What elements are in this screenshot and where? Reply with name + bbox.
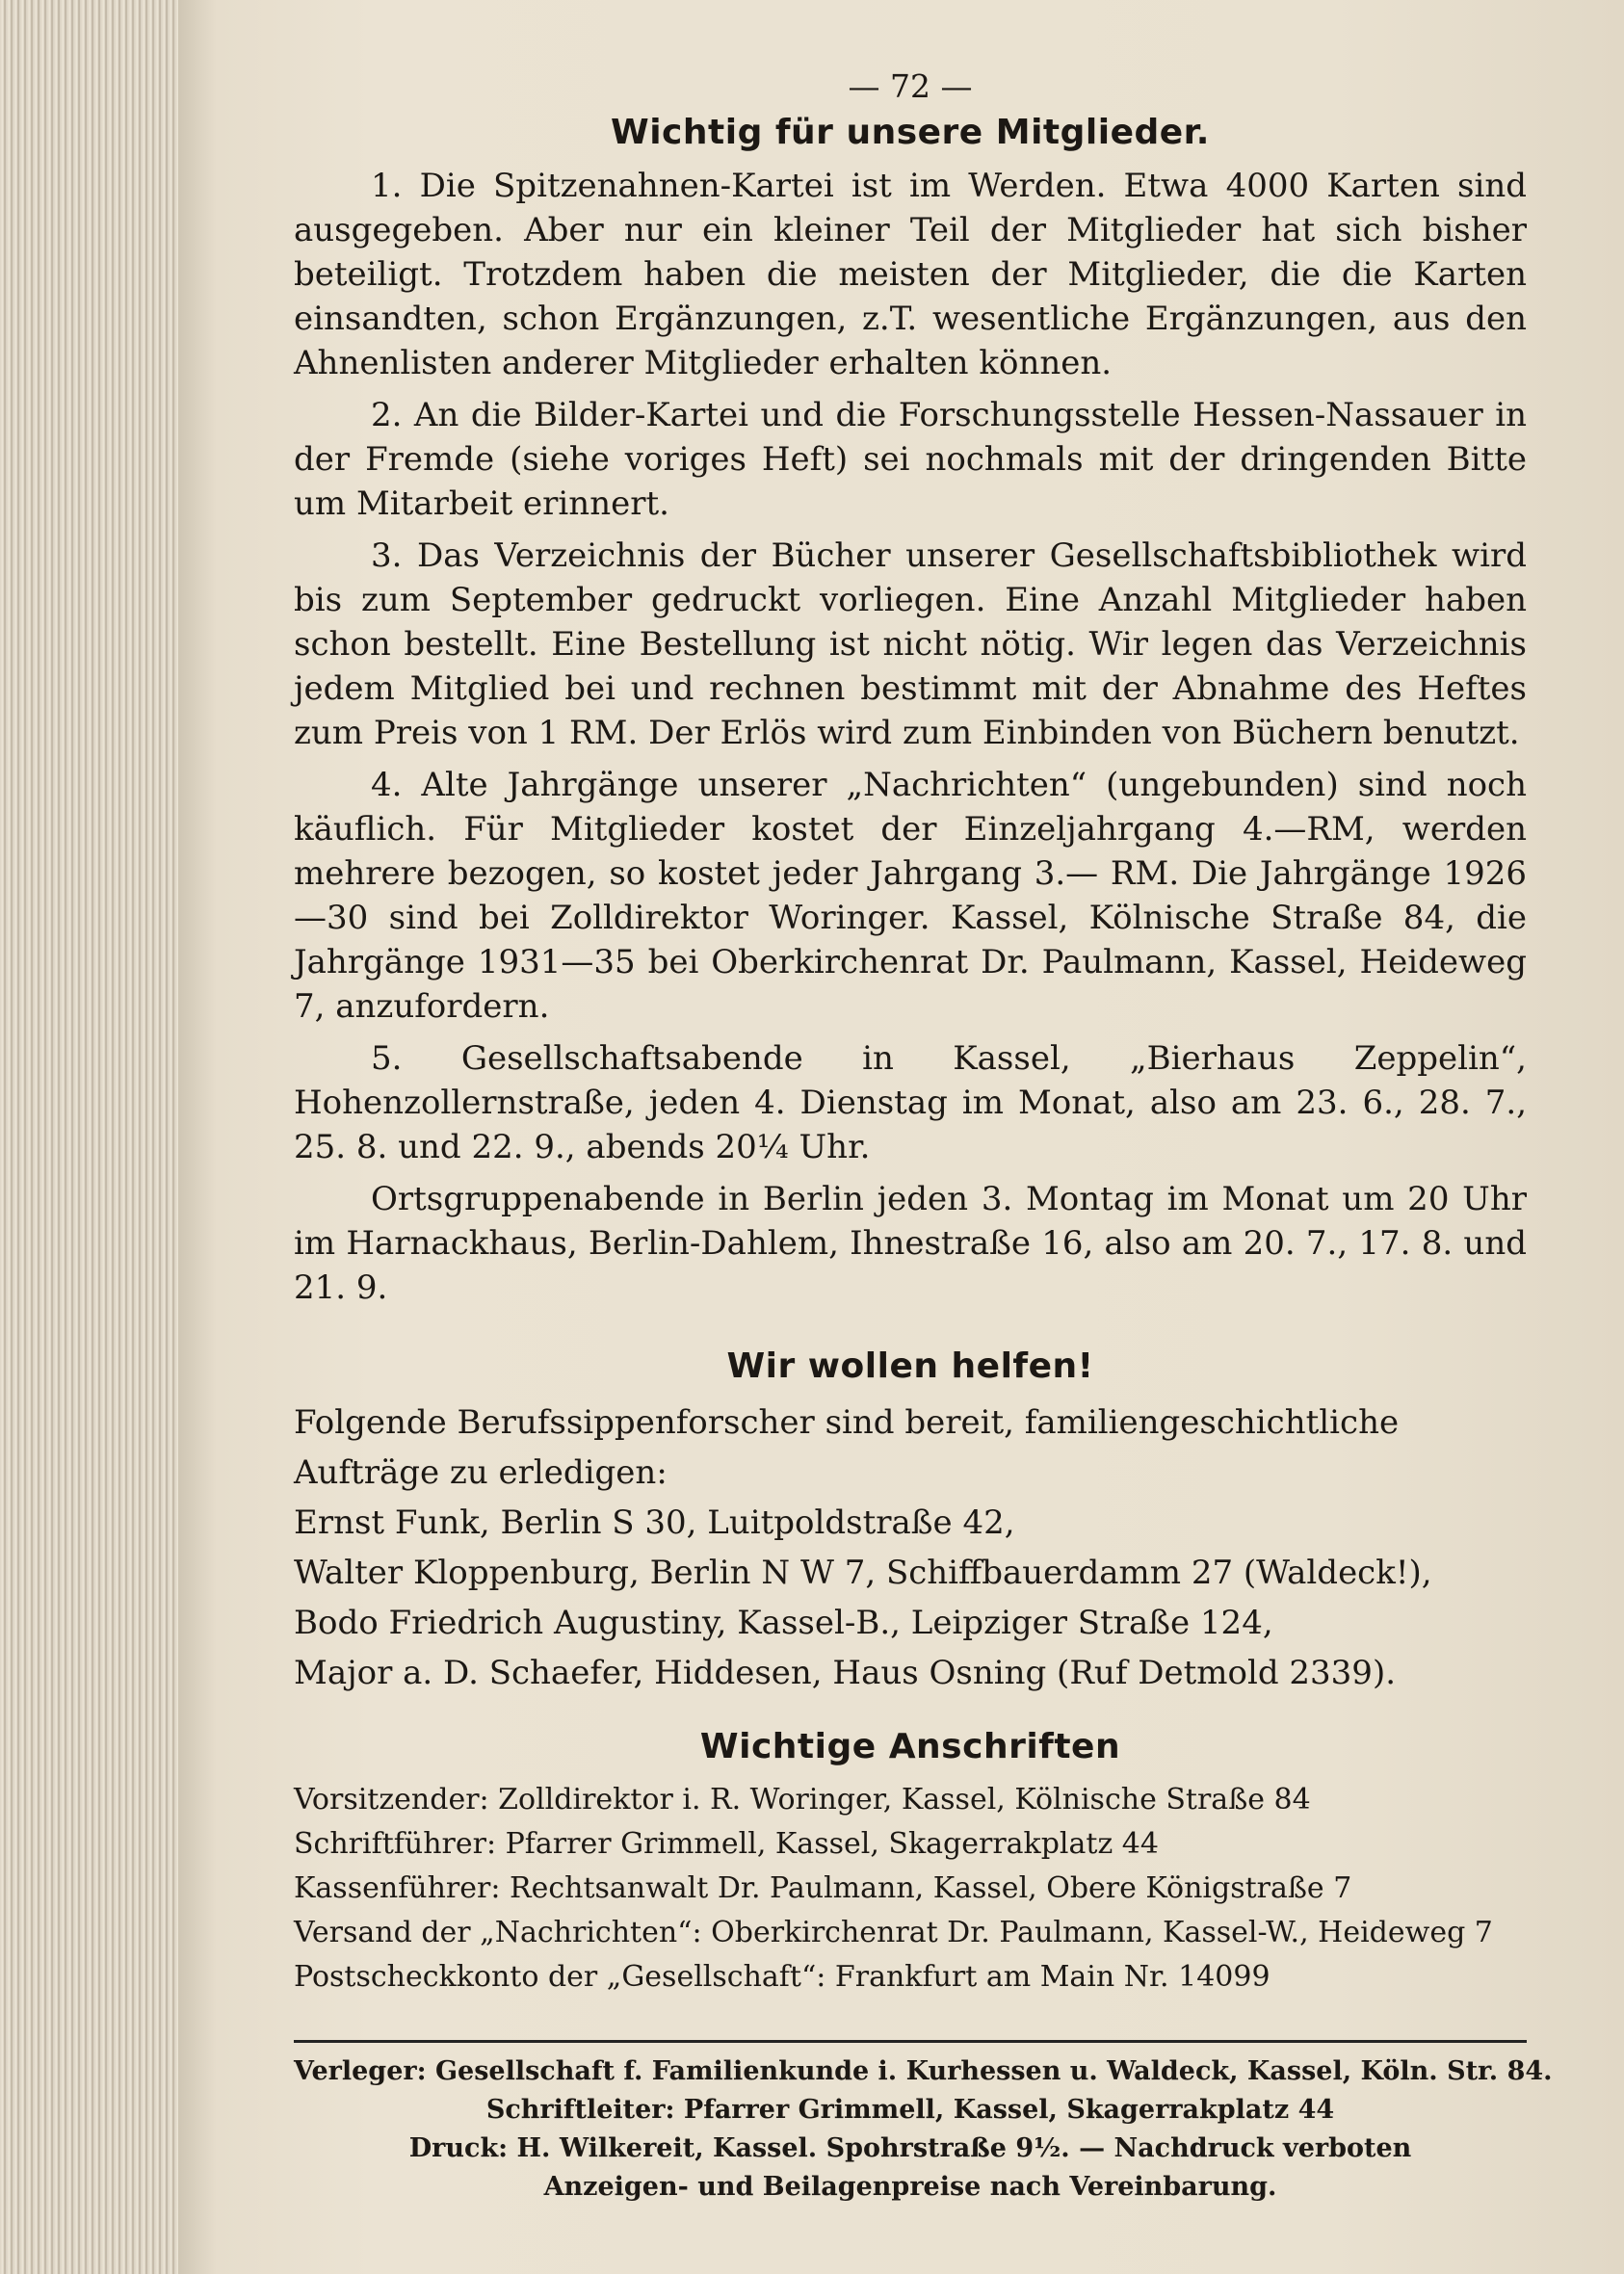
page-number: — 72 — — [848, 67, 973, 105]
footer-publisher: Verleger: Gesellschaft f. Familienkunde i. Kurhessen u. Waldeck, Kassel, Köln. Str. 84. — [294, 2056, 1553, 2086]
researcher-item: Walter Kloppenburg, Berlin N W 7, Schiffbauerdamm 27 (Waldeck!), — [294, 1554, 1432, 1592]
footer-printer: Druck: H. Wilkereit, Kassel. Spohrstraße 9½. — Nachdruck verboten — [408, 2133, 1412, 2163]
paragraph-1: 1. Die Spitzenahnen-Kartei ist im Werden. Etwa 4000 Karten sind ausgegeben. Aber nur ein kleiner Teil der Mitglieder hat sich bisher beteiligt. Trotzdem haben die meisten der Mitglieder, die die Karten einsandten, schon Ergänzungen, z.T. wesentliche Ergänzungen, aus den Ahnenlisten anderer Mitglieder erhalten können. — [294, 167, 1527, 382]
section-title-addresses: Wichtige Anschriften — [699, 1727, 1121, 1766]
address-item: Kassenführer: Rechtsanwalt Dr. Paulmann, Kassel, Obere Königstraße 7 — [294, 1871, 1352, 1905]
book-page — [178, 0, 1624, 2274]
page-content — [294, 67, 1553, 2207]
footer-pricing: Anzeigen- und Beilagenpreise nach Vereinbarung. — [543, 2172, 1277, 2202]
paragraph-2: 2. An die Bilder-Kartei und die Forschungsstelle Hessen-Nassauer in der Fremde (siehe voriges Heft) sei nochmals mit der dringenden Bitte um Mitarbeit erinnert. — [294, 396, 1527, 523]
paragraph-4: 4. Alte Jahrgänge unserer „Nachrichten“ (ungebunden) sind noch käuflich. Für Mitglieder kostet der Einzeljahrgang 4.—RM, werden mehrere bezogen, so kostet jeder Jahrgang 3.— RM. Die Jahrgänge 1926—30 sind bei Zolldirektor Woringer. Kassel, Kölnische Straße 84, die Jahrgänge 1931—35 bei Oberkirchenrat Dr. Paulmann, Kassel, Heideweg 7, anzufordern. — [294, 766, 1527, 1026]
spacer — [294, 1698, 1527, 1721]
address-item: Versand der „Nachrichten“: Oberkirchenrat Dr. Paulmann, Kassel-W., Heideweg 7 — [294, 1916, 1493, 1949]
address-item: Postscheckkonto der „Gesellschaft“: Frankfurt am Main Nr. 14099 — [294, 1960, 1270, 1994]
address-item: Vorsitzender: Zolldirektor i. R. Woringer, Kassel, Kölnische Straße 84 — [294, 1783, 1311, 1817]
paragraph-berlin: Ortsgruppenabende in Berlin jeden 3. Montag im Monat um 20 Uhr im Harnackhaus, Berlin-Dahlem, Ihnestraße 16, also am 20. 7., 17. 8. und 21. 9. — [294, 1180, 1527, 1307]
paragraph-5: 5. Gesellschaftsabende in Kassel, „Bierhaus Zeppelin“, Hohenzollernstraße, jeden 4. Dienstag im Monat, also am 23. 6., 28. 7., 25. 8. und 22. 9., abends 20¼ Uhr. — [294, 1039, 1527, 1166]
researcher-item: Major a. D. Schaefer, Hiddesen, Haus Osning (Ruf Detmold 2339). — [294, 1654, 1397, 1692]
spacer — [294, 1318, 1527, 1341]
researcher-item: Bodo Friedrich Augustiny, Kassel-B., Leipziger Straße 124, — [294, 1604, 1273, 1642]
footer-divider — [294, 2040, 1527, 2043]
book-page-edges — [0, 0, 178, 2274]
section-title-help: Wir wollen helfen! — [726, 1346, 1094, 1386]
address-item: Schriftführer: Pfarrer Grimmell, Kassel, Skagerrakplatz 44 — [294, 1827, 1159, 1861]
researchers-intro: Folgende Berufssippenforscher sind bereit, familiengeschichtliche Aufträge zu erledigen: — [294, 1403, 1400, 1492]
section-title-members: Wichtig für unsere Mitglieder. — [611, 113, 1210, 152]
paragraph-3: 3. Das Verzeichnis der Bücher unserer Gesellschaftsbibliothek wird bis zum September gedruckt vorliegen. Eine Anzahl Mitglieder haben schon bestellt. Eine Bestellung ist nicht nötig. Wir legen das Verzeichnis jedem Mitglied bei und rechnen bestimmt mit der Abnahme des Heftes zum Preis von 1 RM. Der Erlös wird zum Einbinden von Büchern benutzt. — [294, 536, 1527, 752]
researcher-item: Ernst Funk, Berlin S 30, Luitpoldstraße 42, — [294, 1503, 1015, 1542]
footer-editor: Schriftleiter: Pfarrer Grimmell, Kassel, Skagerrakplatz 44 — [485, 2095, 1335, 2125]
